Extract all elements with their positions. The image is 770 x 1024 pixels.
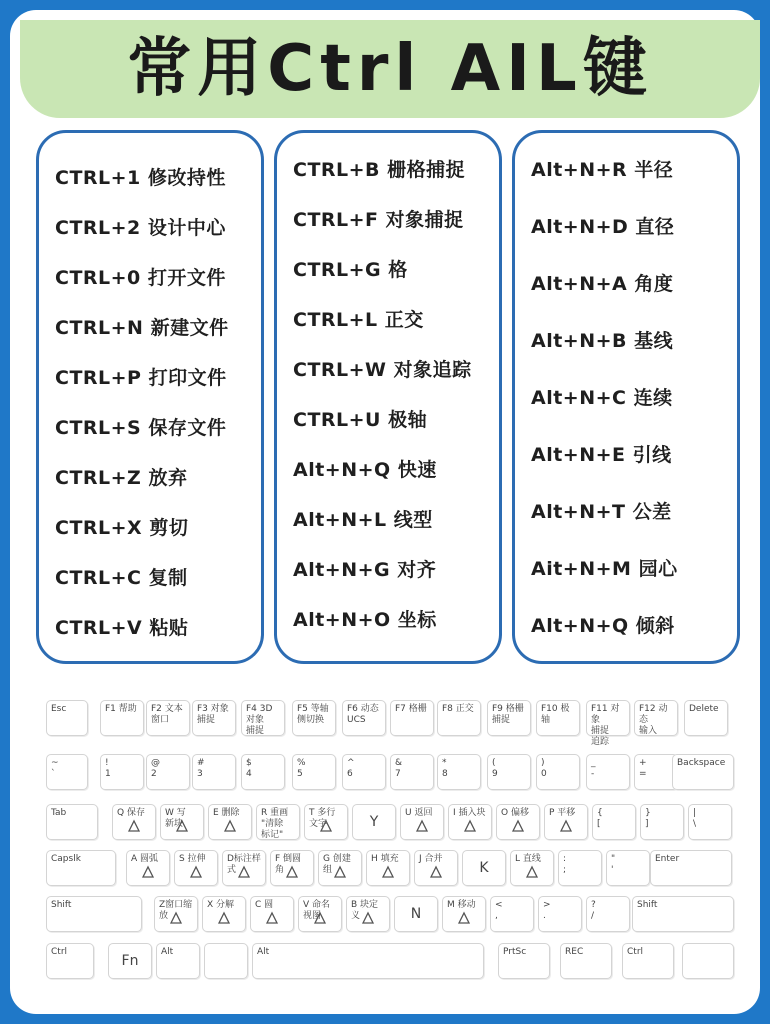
- key-label: F 倒圆角: [275, 854, 302, 875]
- move-icon: [456, 910, 472, 926]
- key-label: P 平移: [549, 808, 576, 818]
- key-label: Ctrl: [51, 947, 68, 957]
- keyboard-key: [256, 804, 300, 840]
- keyboard-key: [292, 754, 336, 790]
- keyboard-key: [394, 896, 438, 932]
- key-label: G 创建组: [323, 854, 351, 875]
- offset-icon: [510, 818, 526, 834]
- key-label: < ,: [495, 900, 503, 921]
- keyboard-key: [342, 754, 386, 790]
- keyboard-key: [672, 754, 734, 790]
- key-label: X 分解: [207, 900, 235, 910]
- shortcut-panel-ctrl-left: [36, 130, 264, 664]
- keyboard-key: [400, 804, 444, 840]
- key-label: N: [410, 906, 422, 922]
- key-label: + =: [639, 758, 647, 779]
- key-label: & 7: [395, 758, 403, 779]
- keyboard-key: [510, 850, 554, 886]
- key-label: T 多行文字: [309, 808, 336, 829]
- keyboard-key: [560, 943, 612, 979]
- shortcut-row: Alt+N+C 连续: [531, 387, 673, 409]
- keyboard-key: [154, 896, 198, 932]
- key-label: ) 0: [541, 758, 547, 779]
- keyboard-key: [202, 896, 246, 932]
- keyboard-key: [462, 850, 506, 886]
- fillet-icon: [284, 864, 300, 880]
- save-icon: [126, 818, 142, 834]
- key-label: L 直线: [515, 854, 541, 864]
- keyboard-key: [390, 700, 434, 736]
- keyboard-key: [390, 754, 434, 790]
- shortcut-row: CTRL+N 新建文件: [55, 317, 229, 339]
- view-icon: [312, 910, 328, 926]
- key-label: F4 3D 对象 捕捉: [246, 704, 273, 736]
- keyboard-key: [160, 804, 204, 840]
- keyboard-key: [442, 896, 486, 932]
- shortcut-row: Ait+N+M 园心: [531, 558, 678, 580]
- dim-icon: [236, 864, 252, 880]
- shortcut-row: CTRL+0 打开文件: [55, 267, 226, 289]
- keyboard-key: [292, 700, 336, 736]
- keyboard-key: [536, 700, 580, 736]
- shortcut-row: CTRL+U 极轴: [293, 409, 428, 431]
- key-label: A 圆弧: [131, 854, 159, 864]
- shortcut-row: CTRL+V 粘贴: [55, 617, 189, 639]
- shortcut-row: CTRL+W 对象追踪: [293, 359, 472, 381]
- shortcut-panel-middle: [274, 130, 502, 664]
- key-label: B 块定义: [351, 900, 379, 921]
- keyboard-key: [366, 850, 410, 886]
- key-label: E 删除: [213, 808, 240, 818]
- key-label: Z窗口缩放: [159, 900, 193, 921]
- keyboard-diagram: [46, 700, 736, 990]
- shortcut-row: Alt+N+G 对齐: [293, 559, 437, 581]
- join-icon: [428, 864, 444, 880]
- key-label: Alt: [257, 947, 270, 957]
- key-label: Q 保存: [117, 808, 145, 818]
- keyboard-key: [487, 754, 531, 790]
- erase-icon: [222, 818, 238, 834]
- arc-icon: [140, 864, 156, 880]
- key-label: $ 4: [246, 758, 252, 779]
- key-label: ? /: [591, 900, 596, 921]
- keyboard-key: [156, 943, 200, 979]
- keyboard-key: [536, 754, 580, 790]
- shortcut-row: CTRL+P 打印文件: [55, 367, 227, 389]
- keyboard-key: [437, 700, 481, 736]
- keyboard-key: [100, 700, 144, 736]
- keyboard-key: [318, 850, 362, 886]
- keyboard-key: [414, 850, 458, 886]
- key-label: D标注样式: [227, 854, 261, 875]
- keyboard-key: [241, 754, 285, 790]
- keyboard-key: [640, 804, 684, 840]
- key-label: REC: [565, 947, 584, 957]
- key-label: Y: [369, 814, 379, 830]
- key-label: Enter: [655, 854, 680, 864]
- keyboard-key: [192, 754, 236, 790]
- keyboard-key: [252, 943, 484, 979]
- key-label: O 偏移: [501, 808, 529, 818]
- line-icon: [524, 864, 540, 880]
- keyboard-key: [126, 850, 170, 886]
- keyboard-key: [632, 896, 734, 932]
- keyboard-key: [352, 804, 396, 840]
- circle-icon: [264, 910, 280, 926]
- key-label: H 填充: [371, 854, 399, 864]
- key-label: R 重画 "清除 标记": [261, 808, 289, 840]
- keyboard-key: [684, 700, 728, 736]
- keyboard-key: [46, 700, 88, 736]
- keyboard-key: [100, 754, 144, 790]
- explode-icon: [216, 910, 232, 926]
- key-label: { [: [597, 808, 603, 829]
- key-label: F10 极轴: [541, 704, 570, 725]
- keyboard-key: [490, 896, 534, 932]
- keyboard-key: [586, 700, 630, 747]
- key-label: Capslk: [51, 854, 81, 864]
- write-icon: [174, 818, 190, 834]
- key-label: I 插入块: [453, 808, 486, 818]
- keyboard-key: [46, 754, 88, 790]
- key-label: Tab: [51, 808, 67, 818]
- keyboard-key: [592, 804, 636, 840]
- key-label: Delete: [689, 704, 719, 714]
- keyboard-key: [650, 850, 732, 886]
- key-label: U 返回: [405, 808, 433, 818]
- shortcut-row: CTRL+C 复制: [55, 567, 188, 589]
- shortcut-row: CTRL+G 格: [293, 259, 408, 281]
- shortcut-row: CTRL+F 对象捕捉: [293, 209, 464, 231]
- keyboard-key: [448, 804, 492, 840]
- shortcut-row: Alt+N+A 角度: [531, 273, 674, 295]
- shortcut-row: Alt+N+R 半径: [531, 159, 674, 181]
- keyboard-key: [112, 804, 156, 840]
- key-label: F3 对象 捕捉: [197, 704, 229, 725]
- key-label: C 圆: [255, 900, 274, 910]
- keyboard-key: [304, 804, 348, 840]
- key-label: } ]: [645, 808, 651, 829]
- shortcut-row: Alt+N+Q 倾斜: [531, 615, 675, 637]
- keyboard-key: [146, 700, 190, 736]
- key-label: ^ 6: [347, 758, 355, 779]
- key-label: F8 正交: [442, 704, 474, 714]
- shortcut-row: CTRL+1 修改持性: [55, 167, 226, 189]
- key-label: F1 帮助: [105, 704, 137, 714]
- keyboard-key: [46, 943, 94, 979]
- key-label: _ -: [591, 758, 596, 779]
- keyboard-key: [558, 850, 602, 886]
- key-label: Backspace: [677, 758, 726, 768]
- shortcut-row: CTRL+Z 放弃: [55, 467, 188, 489]
- keyboard-key: [586, 754, 630, 790]
- key-label: > .: [543, 900, 551, 921]
- shortcut-row: CTRL+2 设计中心: [55, 217, 226, 239]
- keyboard-key: [538, 896, 582, 932]
- keyboard-key: [46, 804, 98, 840]
- pan-icon: [558, 818, 574, 834]
- keyboard-key: [622, 943, 674, 979]
- key-label: K: [479, 860, 489, 876]
- keyboard-key: [192, 700, 236, 736]
- shortcut-row: Alt+N+E 引线: [531, 444, 672, 466]
- keyboard-key: [682, 943, 734, 979]
- shortcut-row: CTRL+S 保存文件: [55, 417, 227, 439]
- key-label: Shift: [637, 900, 658, 910]
- poster-card: [10, 10, 760, 1014]
- block-icon: [360, 910, 376, 926]
- page-title: 常用Ctrl AIL键: [127, 32, 653, 106]
- key-label: F6 动态 UCS: [347, 704, 379, 725]
- keyboard-key: [46, 896, 142, 932]
- shortcut-row: CTRL+L 正交: [293, 309, 424, 331]
- keyboard-key: [174, 850, 218, 886]
- key-label: : ;: [563, 854, 567, 875]
- insert-icon: [462, 818, 478, 834]
- key-label: ! 1: [105, 758, 111, 779]
- keyboard-key: [108, 943, 152, 979]
- text-icon: [318, 818, 334, 834]
- keyboard-key: [208, 804, 252, 840]
- zoom-icon: [168, 910, 184, 926]
- key-label: * 8: [442, 758, 448, 779]
- keyboard-key: [298, 896, 342, 932]
- keyboard-key: [250, 896, 294, 932]
- key-label: J 合并: [419, 854, 443, 864]
- group-icon: [332, 864, 348, 880]
- key-label: " ': [611, 854, 616, 875]
- key-label: V 命名 视图: [303, 900, 331, 921]
- keyboard-key: [46, 850, 116, 886]
- key-label: W 写 新块: [165, 808, 186, 829]
- keyboard-key: [346, 896, 390, 932]
- keyboard-key: [586, 896, 630, 932]
- key-label: % 5: [297, 758, 306, 779]
- key-label: Fn: [121, 953, 139, 969]
- keyboard-key: [606, 850, 650, 886]
- keyboard-key: [270, 850, 314, 886]
- keyboard-key: [437, 754, 481, 790]
- key-label: F11 对象 捕捉 追踪: [591, 704, 620, 747]
- key-label: # 3: [197, 758, 205, 779]
- key-label: F9 格栅 捕捉: [492, 704, 524, 725]
- shortcut-row: Alt+N+T 公差: [531, 501, 672, 523]
- title-band: [20, 20, 760, 118]
- keyboard-key: [241, 700, 285, 736]
- keyboard-key: [498, 943, 550, 979]
- key-label: Ctrl: [627, 947, 644, 957]
- key-label: F7 格栅: [395, 704, 427, 714]
- shortcut-panel-alt-right: [512, 130, 740, 664]
- keyboard-key: [342, 700, 386, 736]
- key-label: Alt: [161, 947, 174, 957]
- shortcut-row: Alt+N+Q 快速: [293, 459, 437, 481]
- key-label: F5 等轴 侧切换: [297, 704, 329, 725]
- key-label: F2 文本 窗口: [151, 704, 183, 725]
- keyboard-key: [688, 804, 732, 840]
- hatch-icon: [380, 864, 396, 880]
- stretch-icon: [188, 864, 204, 880]
- shortcut-row: CTRL+X 剪切: [55, 517, 189, 539]
- shortcut-row: CTRL+B 栅格捕捉: [293, 159, 466, 181]
- keyboard-key: [146, 754, 190, 790]
- keyboard-key: [496, 804, 540, 840]
- shortcut-row: Alt+N+L 线型: [293, 509, 433, 531]
- key-label: PrtSc: [503, 947, 527, 957]
- key-label: S 拉伸: [179, 854, 206, 864]
- key-label: | \: [693, 808, 697, 829]
- undo-icon: [414, 818, 430, 834]
- key-label: M 移动: [447, 900, 476, 910]
- key-label: ( 9: [492, 758, 498, 779]
- key-label: F12 动态 输入: [639, 704, 668, 736]
- key-label: ~ `: [51, 758, 59, 779]
- shortcut-row: Alt+N+B 基线: [531, 330, 674, 352]
- keyboard-key: [544, 804, 588, 840]
- shortcut-row: Alt+N+O 坐标: [293, 609, 437, 631]
- keyboard-key: [487, 700, 531, 736]
- keyboard-key: [634, 700, 678, 736]
- keyboard-key: [204, 943, 248, 979]
- shortcut-row: Alt+N+D 直径: [531, 216, 675, 238]
- key-label: Esc: [51, 704, 67, 714]
- key-label: @ 2: [151, 758, 160, 779]
- keyboard-key: [222, 850, 266, 886]
- key-label: Shift: [51, 900, 72, 910]
